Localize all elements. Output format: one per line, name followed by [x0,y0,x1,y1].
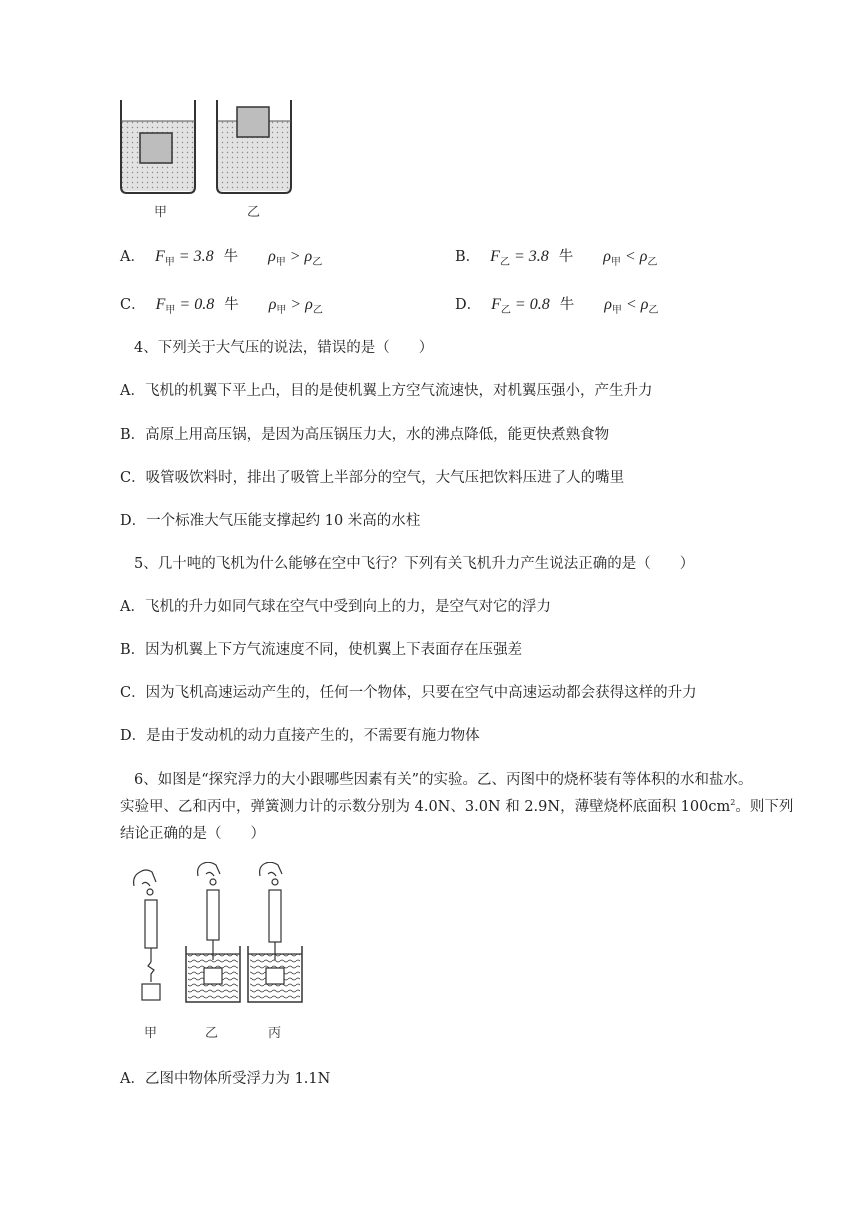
q5-option-d: D．是由于发动机的动力直接产生的，不需要有施力物体 [120,728,480,744]
setup-bing [248,862,302,1002]
force-value: = 0.8 [510,296,550,313]
force-subscript: 乙 [499,257,510,268]
force-subscript: 乙 [500,305,511,316]
q6-stem-line2 [120,795,793,816]
comparison-operator: > [286,296,306,313]
rho-symbol: ρ [639,248,648,265]
option-letter: C． [120,297,146,313]
q3-option-d [455,293,658,316]
force-symbol: F [154,248,165,265]
setup-jia [134,870,160,1000]
figure1-label-jia: 甲 [154,205,168,220]
figure2-label-jia: 甲 [144,1026,158,1041]
q3-option-a [120,245,322,268]
setup-yi [186,862,240,1002]
q6-stem-line2-a: 实验甲、乙和丙中，弹簧测力计的示数分别为 4.0N、3.0N 和 2.9N，薄壁烧杯底面积 100cm [120,799,731,815]
q6-stem-sup: 2 [730,798,736,808]
beaker-jia [121,100,195,193]
rho-subscript: 乙 [648,305,659,316]
q3-option-b [455,245,657,268]
force-unit: 牛 [224,297,239,313]
q5-option-a: A．飞机的升力如同气球在空气中受到向上的力，是空气对它的浮力 [120,599,551,615]
q3-option-c [120,293,323,316]
q4-option-c: C．吸管吸饮料时，排出了吸管上半部分的空气，大气压把饮料压进了人的嘴里 [120,470,625,486]
option-letter: B． [455,249,481,265]
spring-scale-figure [120,862,320,1022]
q6-stem-line2-b: 。则下列 [735,799,794,815]
rho-subscript: 乙 [312,305,323,316]
figure2-label-bing: 丙 [268,1026,282,1041]
rho-subscript: 乙 [312,257,323,268]
force-value: = 3.8 [509,248,549,265]
option-letter: D． [455,297,482,313]
force-symbol: F [490,248,500,265]
q6-stem-line3: 结论正确的是（ ） [120,826,265,842]
option-letter: A． [120,249,145,265]
rho-symbol: ρ [604,296,612,313]
q4-option-b: B．高原上用高压锅，是因为高压锅压力大，水的沸点降低，能更快煮熟食物 [120,427,610,443]
rho-symbol: ρ [268,248,276,265]
rho-symbol: ρ [640,296,649,313]
q4-stem: 4、下列关于大气压的说法，错误的是（ ） [134,340,434,356]
comparison-operator: < [621,296,641,313]
beakers-figure [110,95,310,225]
comparison-operator: > [285,248,305,265]
force-symbol: F [491,296,501,313]
force-symbol: F [155,296,166,313]
q5-option-b: B．因为机翼上下方气流速度不同，使机翼上下表面存在压强差 [120,642,523,658]
force-subscript: 甲 [164,257,175,268]
rho-symbol: ρ [304,248,313,265]
rho-symbol: ρ [268,296,277,313]
comparison-operator: < [620,248,640,265]
force-value: = 0.8 [175,296,215,313]
q4-option-d: D．一个标准大气压能支撑起约 10 米高的水柱 [120,513,421,529]
q6-stem-line1: 6、如图是“探究浮力的大小跟哪些因素有关”的实验。乙、丙图中的烧杯装有等体积的水和盐水。 [134,772,753,788]
rho-subscript: 甲 [610,257,621,268]
rho-subscript: 甲 [276,305,287,316]
rho-symbol: ρ [305,296,313,313]
figure1-label-yi: 乙 [247,205,261,220]
q5-stem: 5、几十吨的飞机为什么能够在空中飞行？下列有关飞机升力产生说法正确的是（ ） [134,556,695,572]
rho-subscript: 甲 [275,257,286,268]
force-value: = 3.8 [174,248,214,265]
rho-symbol: ρ [603,248,611,265]
beaker-yi [217,100,291,193]
force-unit: 牛 [223,249,239,265]
rho-subscript: 乙 [647,257,658,268]
q4-option-a: A．飞机的机翼下平上凸，目的是使机翼上方空气流速快，对机翼压强小，产生升力 [120,383,653,399]
q5-option-c: C．因为飞机高速运动产生的，任何一个物体，只要在空气中高速运动都会获得这样的升力 [120,685,697,701]
force-subscript: 甲 [165,305,176,316]
rho-subscript: 甲 [611,305,622,316]
force-unit: 牛 [559,297,575,313]
force-unit: 牛 [558,249,574,265]
figure2-label-yi: 乙 [205,1026,219,1041]
q6-option-a: A．乙图中物体所受浮力为 1.1N [120,1071,331,1087]
